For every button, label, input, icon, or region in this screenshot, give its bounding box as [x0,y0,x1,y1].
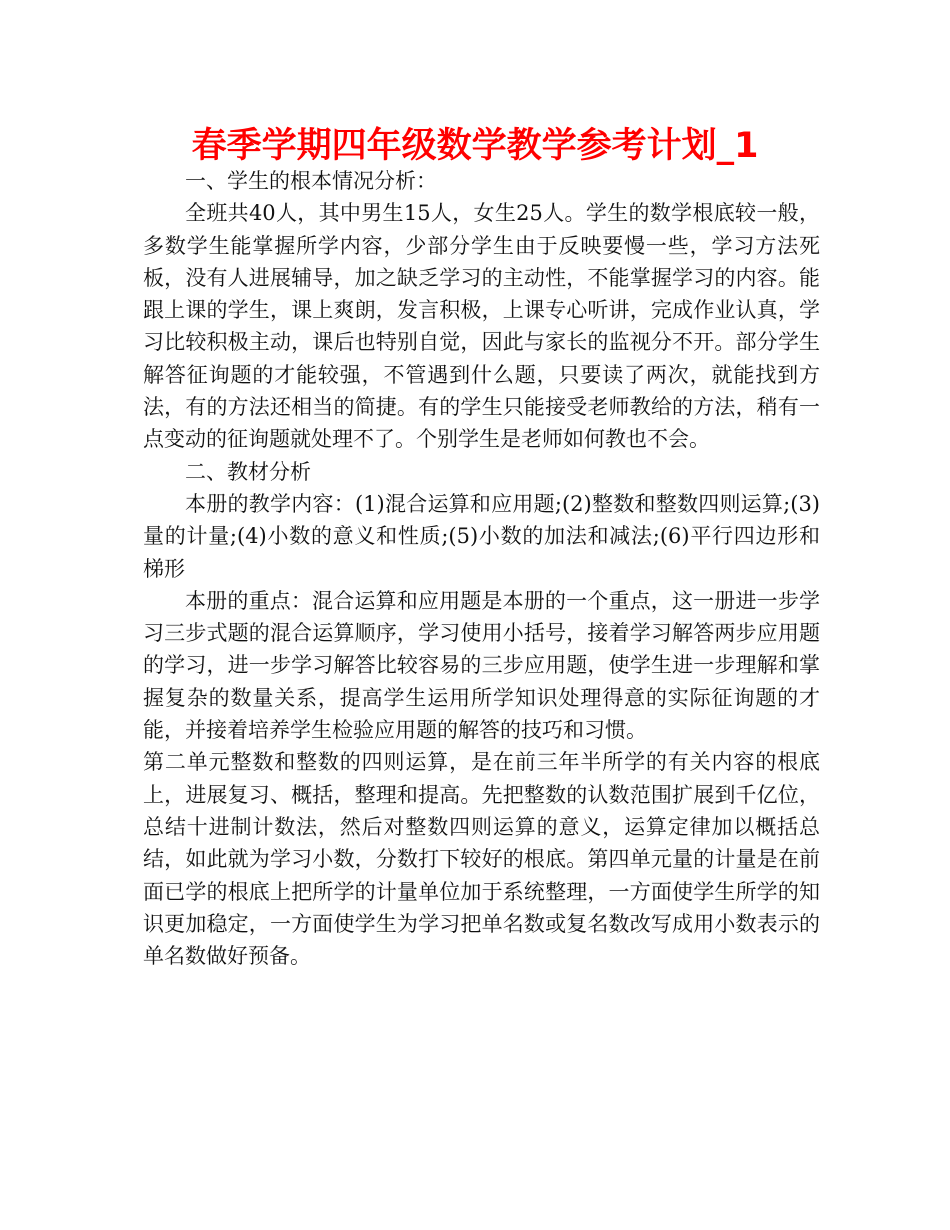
section-heading-students: 一、学生的根本情况分析： [185,169,437,193]
document-body [143,165,820,972]
paragraph-teaching-content: 本册的教学内容：(1)混合运算和应用题;(2)整数和整数四则运算;(3)量的计量;(4)小数的意义和性质;(5)小数的加法和减法;(6)平行四边形和梯形 [143,491,820,581]
paragraph-key-points: 本册的重点：混合运算和应用题是本册的一个重点，这一册进一步学习三步式题的混合运算顺序，学习使用小括号，接着学习解答两步应用题的学习，进一步学习解答比较容易的三步应用题，使学生进一步理解和掌握复杂的数量关系，提高学生运用所学知识处理得意的实际征询题的才能，并接着培养学生检验应用题的解答的技巧和习惯。 [143,588,820,743]
paragraph-student-analysis: 全班共40人，其中男生15人，女生25人。学生的数学根底较一般，多数学生能掌握所学内容，少部分学生由于反映要慢一些，学习方法死板，没有人进展辅导，加之缺乏学习的主动性，不能掌握学习的内容。能跟上课的学生，课上爽朗，发言积极，上课专心听讲，完成作业认真，学习比较积极主动，课后也特别自觉，因此与家长的监视分不开。部分学生解答征询题的才能较强，不管遇到什么题，只要读了两次，就能找到方法，有的方法还相当的简捷。有的学生只能接受老师教给的方法，稍有一点变动的征询题就处理不了。个别学生是老师如何教也不会。 [143,201,820,452]
document-title: 春季学期四年级数学教学参考计划_1 [191,126,759,166]
paragraph-unit-two: 第二单元整数和整数的四则运算，是在前三年半所学的有关内容的根底上，进展复习、概括，整理和提高。先把整数的认数范围扩展到千亿位，总结十进制计数法，然后对整数四则运算的意义，运算定律加以概括总结，如此就为学习小数，分数打下较好的根底。第四单元量的计量是在前面已学的根底上把所学的计量单位加于系统整理，一方面使学生所学的知识更加稳定，一方面使学生为学习把单名数或复名数改写成用小数表示的单名数做好预备。 [143,750,820,969]
section-heading-textbook: 二、教材分析 [185,459,311,484]
